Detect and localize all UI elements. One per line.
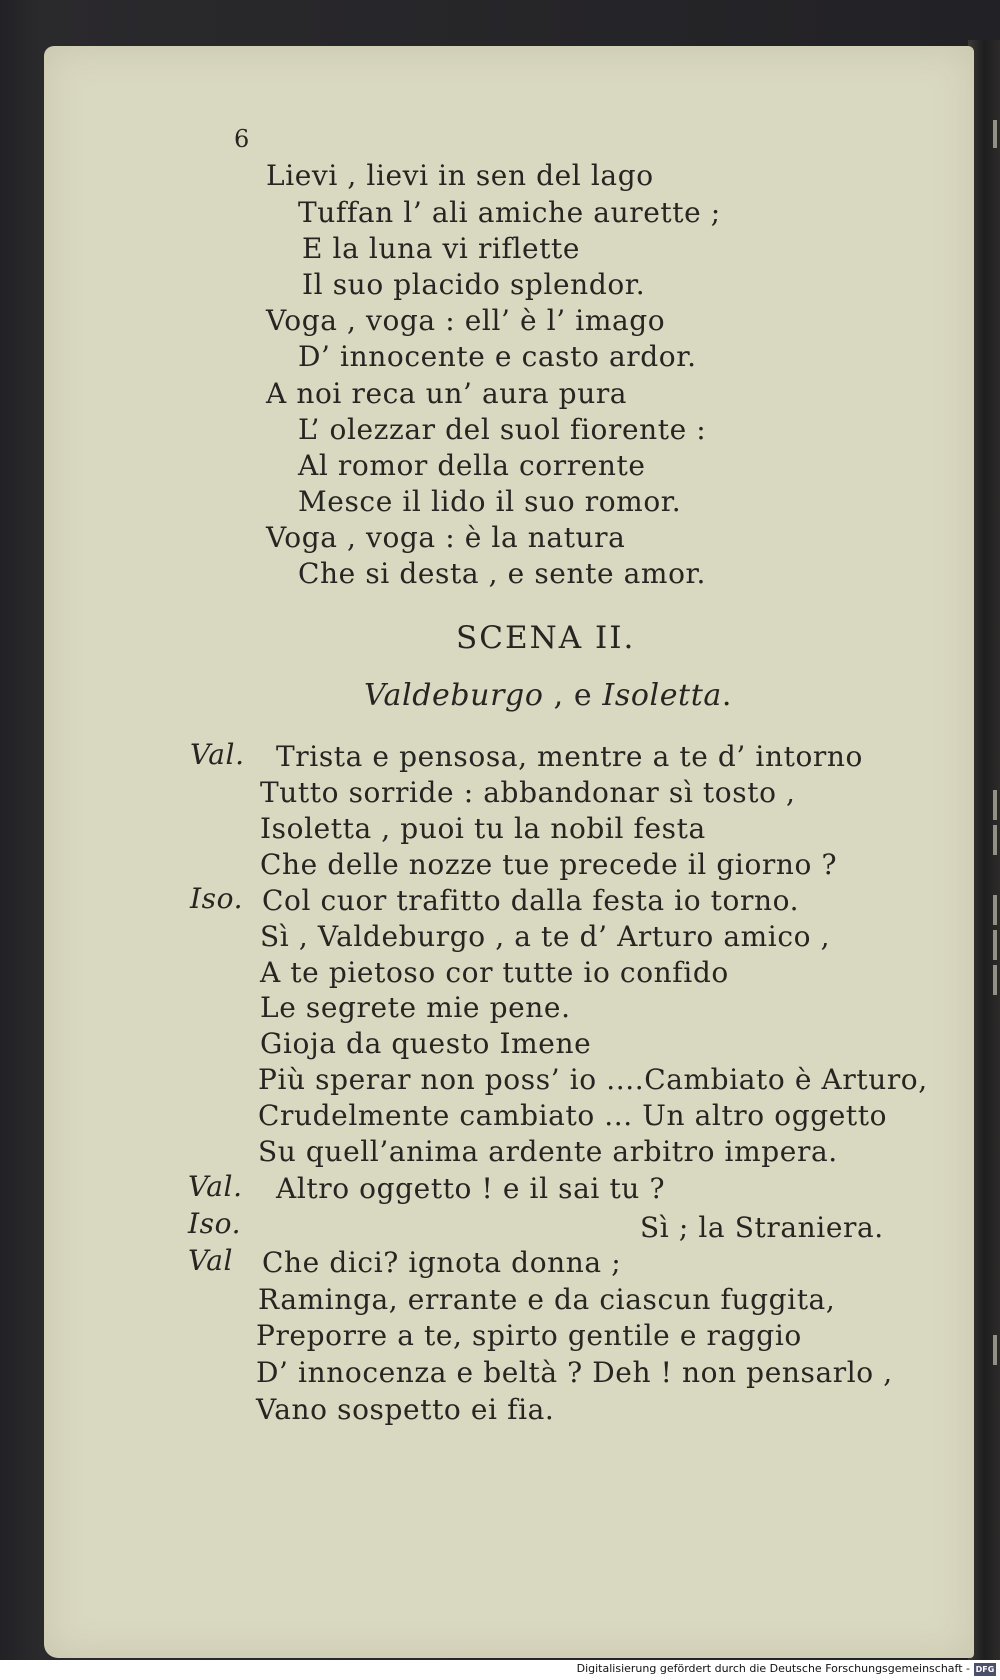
character-name: Valdeburgo bbox=[364, 678, 544, 713]
digitization-footer bbox=[0, 1660, 1000, 1680]
speaker-label: Val bbox=[188, 1244, 234, 1277]
dialogue-line: Che delle nozze tue precede il giorno ? bbox=[260, 848, 838, 881]
verse-line: Voga , voga : è la natura bbox=[266, 521, 626, 554]
speaker-label: Iso. bbox=[188, 1207, 242, 1240]
verse-line: Che si desta , e sente amor. bbox=[298, 557, 706, 590]
verse-line: D’ innocente e casto ardor. bbox=[298, 340, 697, 373]
dialogue-line: Le segrete mie pene. bbox=[260, 991, 571, 1024]
dialogue-line: Tutto sorride : abbandonar sì tosto , bbox=[260, 776, 796, 809]
dialogue-line: Vano sospetto ei fia. bbox=[256, 1393, 555, 1426]
scene-title: SCENA II. bbox=[456, 620, 636, 656]
dialogue-line: D’ innocenza e beltà ? Deh ! non pensarlo , bbox=[256, 1356, 893, 1389]
verse-line: Al romor della corrente bbox=[298, 449, 646, 482]
verse-line: Voga , voga : ell’ è l’ imago bbox=[266, 304, 666, 337]
verse-line: E la luna vi riflette bbox=[302, 232, 581, 265]
dialogue-line: Che dici? ignota donna ; bbox=[262, 1246, 622, 1279]
dialogue-line: Altro oggetto ! e il sai tu ? bbox=[276, 1172, 666, 1205]
dialogue-line: Trista e pensosa, mentre a te d’ intorno bbox=[276, 740, 863, 773]
speaker-label: Iso. bbox=[190, 882, 244, 915]
verse-line: Il suo placido splendor. bbox=[302, 268, 646, 301]
page-number: 6 bbox=[234, 125, 250, 153]
dialogue-line: Gioja da questo Imene bbox=[260, 1027, 592, 1060]
scene-characters bbox=[364, 679, 732, 713]
verse-line: L’ olezzar del suol fiorente : bbox=[298, 413, 707, 446]
verse-line: Lievi , lievi in sen del lago bbox=[266, 159, 654, 192]
dialogue-line: Col cuor trafitto dalla festa io torno. bbox=[262, 884, 800, 917]
dialogue-line: Sì , Valdeburgo , a te d’ Arturo amico , bbox=[260, 920, 831, 953]
speaker-label: Val. bbox=[190, 738, 245, 771]
dialogue-line: Su quell’anima ardente arbitro impera. bbox=[258, 1135, 838, 1168]
character-name: Isoletta bbox=[602, 678, 722, 713]
verse-line: A noi reca un’ aura pura bbox=[266, 377, 628, 410]
speaker-label: Val. bbox=[188, 1170, 243, 1203]
character-period: . bbox=[721, 678, 732, 713]
dialogue-line: A te pietoso cor tutte io confido bbox=[260, 956, 729, 989]
dialogue-line: Crudelmente cambiato ... Un altro oggetto bbox=[258, 1099, 888, 1132]
dialogue-line: Più sperar non poss’ io ....Cambiato è Arturo, bbox=[258, 1063, 928, 1096]
funding-note: Digitalisierung gefördert durch die Deutsche Forschungsgemeinschaft - bbox=[576, 1662, 970, 1675]
dialogue-line: Sì ; la Straniera. bbox=[640, 1211, 884, 1244]
dialogue-line: Isoletta , puoi tu la nobil festa bbox=[260, 812, 706, 845]
verse-line: Tuffan l’ ali amiche aurette ; bbox=[298, 196, 721, 229]
dialogue-line: Raminga, errante e da ciascun fuggita, bbox=[258, 1283, 836, 1316]
character-separator: , e bbox=[543, 678, 603, 713]
verse-line: Mesce il lido il suo romor. bbox=[298, 485, 682, 518]
dfg-logo-icon: DFG bbox=[975, 1665, 995, 1674]
dialogue-line: Preporre a te, spirto gentile e raggio bbox=[256, 1319, 802, 1352]
